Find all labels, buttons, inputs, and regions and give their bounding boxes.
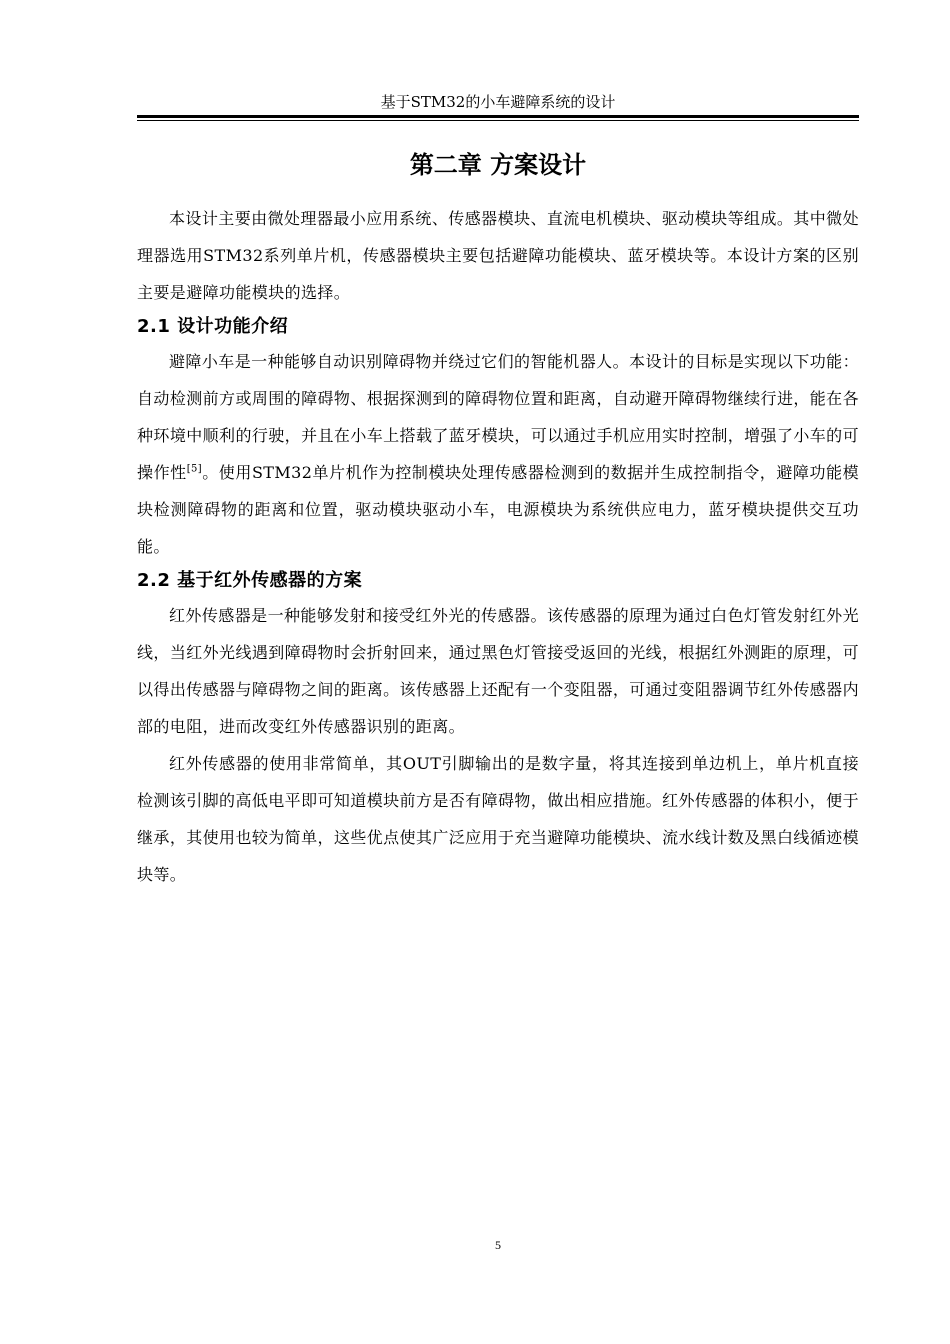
section-2-2-paragraph-2: 红外传感器的使用非常简单，其OUT引脚输出的是数字量，将其连接到单边机上，单片机直接检测该引脚的高低电平即可知道模块前方是否有障碍物，做出相应措施。红外传感器的体积小，便于继承，其使用也较为简单，这些优点使其广泛应用于充当避障功能模块、流水线计数及黑白线循迹模块等。 bbox=[137, 754, 859, 884]
header-rule-thin bbox=[137, 120, 859, 121]
section-heading-2-1: 2.1 设计功能介绍 bbox=[137, 316, 289, 337]
section-2-1-paragraph bbox=[137, 343, 859, 565]
section-2-2-paragraph-1: 红外传感器是一种能够发射和接受红外光的传感器。该传感器的原理为通过白色灯管发射红外光线，当红外光线遇到障碍物时会折射回来，通过黑色灯管接受返回的光线，根据红外测距的原理，可以得出传感器与障碍物之间的距离。该传感器上还配有一个变阻器，可通过变阻器调节红外传感器内部的电阻，进而改变红外传感器识别的距离。 bbox=[137, 606, 859, 736]
running-header: 基于STM32的小车避障系统的设计 bbox=[380, 93, 616, 111]
citation-reference[interactable]: [5] bbox=[186, 463, 203, 475]
chapter-title: 第二章 方案设计 bbox=[409, 151, 587, 179]
section-heading-2-2: 2.2 基于红外传感器的方案 bbox=[137, 570, 363, 591]
page-number: 5 bbox=[495, 1238, 501, 1252]
section-2-1-text-part1: 避障小车是一种能够自动识别障碍物并绕过它们的智能机器人。本设计的目标是实现以下功能：自动检测前方或周围的障碍物、根据探测到的障碍物位置和距离，自动避开障碍物继续行进，能在各种环境中顺利的行驶，并且在小车上搭载了蓝牙模块，可以通过手机应用实时控制，增强了小车的可操作性 bbox=[137, 352, 859, 482]
header-rule bbox=[137, 115, 859, 118]
section-2-1-text-part2: 。使用STM32单片机作为控制模块处理传感器检测到的数据并生成控制指令，避障功能模块检测障碍物的距离和位置，驱动模块驱动小车，电源模块为系统供应电力，蓝牙模块提供交互功能。 bbox=[137, 463, 859, 556]
document-body bbox=[137, 200, 859, 893]
intro-paragraph: 本设计主要由微处理器最小应用系统、传感器模块、直流电机模块、驱动模块等组成。其中微处理器选用STM32系列单片机，传感器模块主要包括避障功能模块、蓝牙模块等。本设计方案的区别主要是避障功能模块的选择。 bbox=[137, 209, 859, 302]
